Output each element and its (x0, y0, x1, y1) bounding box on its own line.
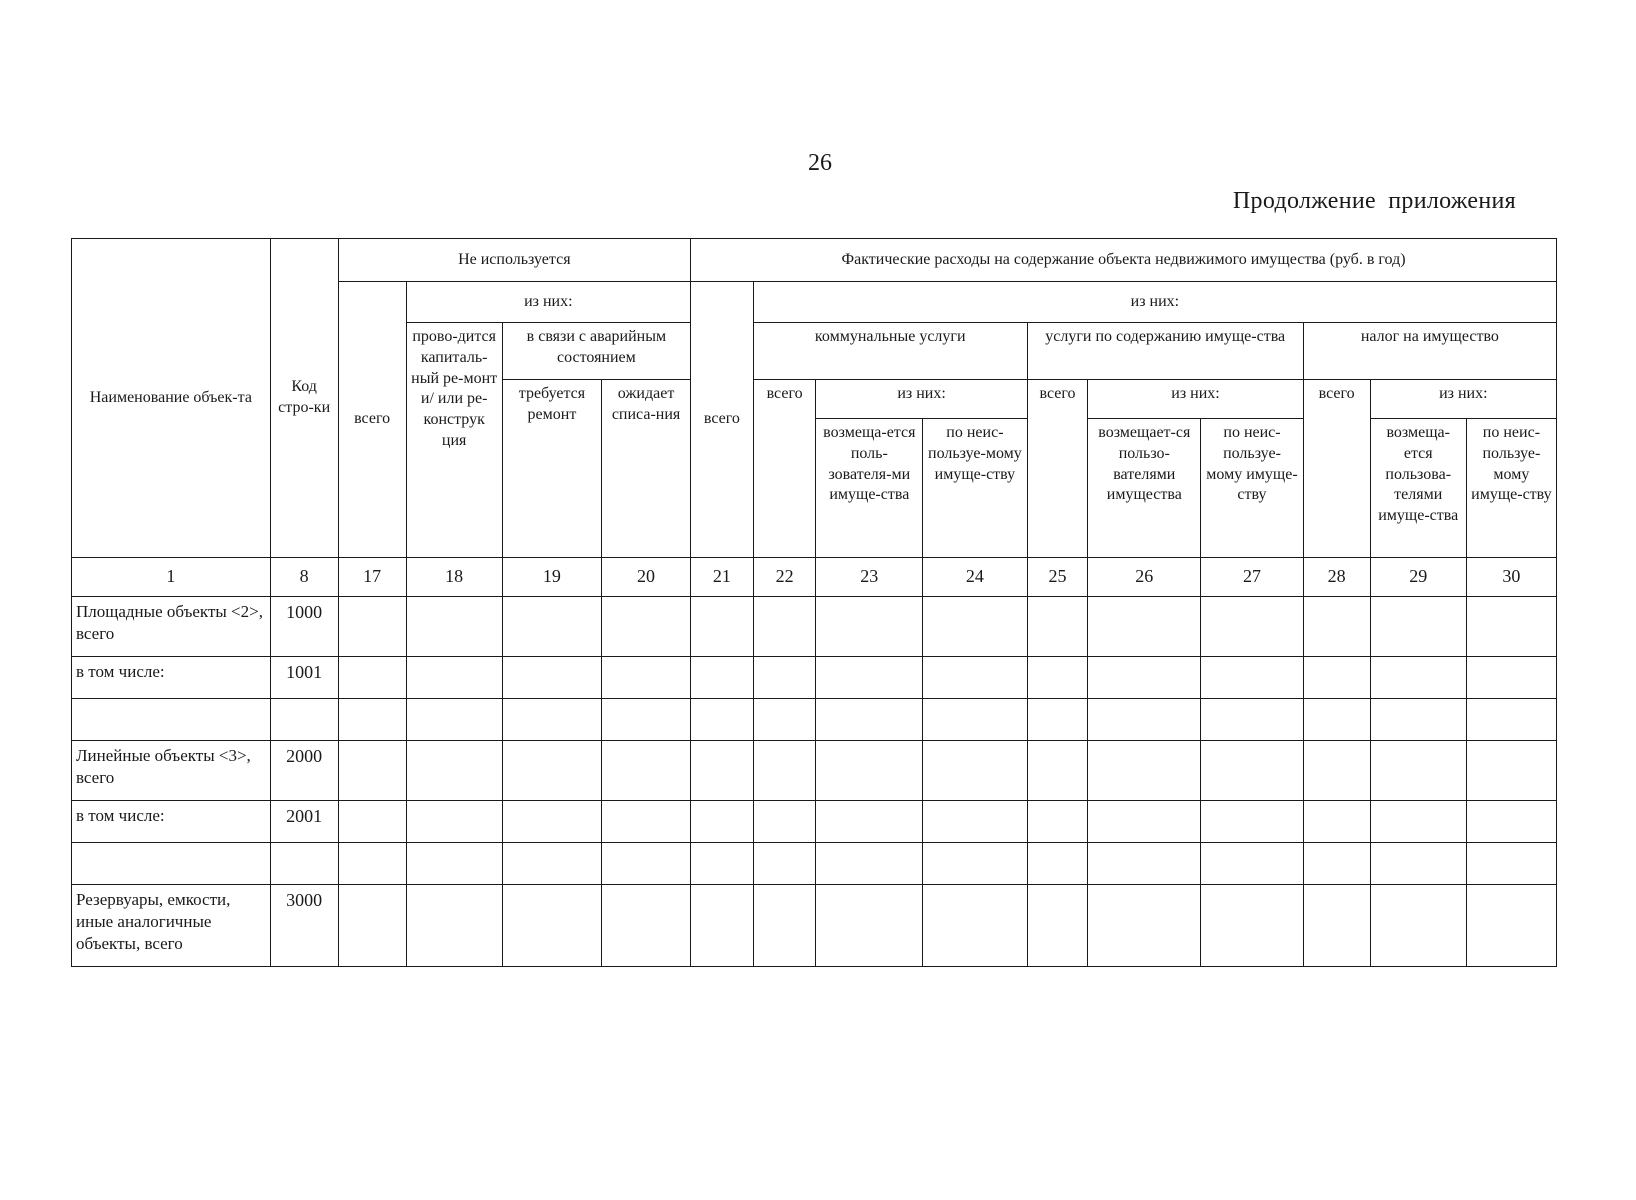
empty-cell[interactable] (1088, 597, 1201, 657)
table-row (72, 843, 1557, 885)
empty-cell[interactable] (691, 699, 754, 741)
empty-cell[interactable] (406, 597, 502, 657)
header-tax-total: всего (1303, 380, 1370, 558)
header-row-code: Код стро-ки (270, 239, 338, 558)
header-expenses-total: всего (691, 282, 754, 558)
table-row (72, 597, 1557, 657)
column-number: 27 (1201, 558, 1303, 597)
empty-cell[interactable] (1303, 885, 1370, 967)
header-tax-reimbursed: возмеща-ется пользова-телями имуще-ства (1370, 419, 1466, 558)
empty-cell[interactable] (1201, 843, 1303, 885)
empty-cell[interactable] (502, 597, 601, 657)
empty-cell[interactable] (691, 597, 754, 657)
row-object-name: в том числе: (72, 657, 271, 699)
empty-cell[interactable] (691, 741, 754, 801)
empty-cell[interactable] (338, 885, 406, 967)
empty-cell[interactable] (753, 597, 816, 657)
empty-cell[interactable] (338, 843, 406, 885)
empty-cell[interactable] (1201, 801, 1303, 843)
header-maintenance-reimbursed: возмещает-ся пользо-вателями имущества (1088, 419, 1201, 558)
row-code (270, 699, 338, 741)
empty-cell[interactable] (753, 801, 816, 843)
header-expenses-of-them: из них: (753, 282, 1556, 323)
header-emergency: в связи с аварийным состоянием (502, 323, 690, 380)
header-maintenance-services: услуги по содержанию имуще-ства (1027, 323, 1303, 380)
header-object-name: Наименование объек-та (72, 239, 271, 558)
column-number: 8 (270, 558, 338, 597)
column-number: 23 (816, 558, 923, 597)
empty-cell[interactable] (816, 699, 923, 741)
empty-cell[interactable] (338, 741, 406, 801)
empty-cell[interactable] (602, 885, 691, 967)
empty-cell[interactable] (602, 657, 691, 699)
row-object-name (72, 843, 271, 885)
empty-cell[interactable] (406, 801, 502, 843)
empty-cell[interactable] (1303, 801, 1370, 843)
empty-cell[interactable] (502, 801, 601, 843)
empty-cell[interactable] (1303, 699, 1370, 741)
empty-cell[interactable] (816, 843, 923, 885)
row-object-name: в том числе: (72, 801, 271, 843)
empty-cell[interactable] (816, 597, 923, 657)
empty-cell[interactable] (1027, 885, 1088, 967)
header-maintenance-of-them: из них: (1088, 380, 1303, 419)
header-repair-required: требуется ремонт (502, 380, 601, 558)
empty-cell[interactable] (753, 657, 816, 699)
column-number-row (72, 558, 1557, 597)
empty-cell[interactable] (338, 699, 406, 741)
empty-cell[interactable] (923, 801, 1028, 843)
header-not-used: Не используется (338, 239, 690, 282)
empty-cell[interactable] (1027, 597, 1088, 657)
empty-cell[interactable] (1303, 741, 1370, 801)
empty-cell[interactable] (1466, 885, 1556, 967)
empty-cell[interactable] (1201, 699, 1303, 741)
empty-cell[interactable] (502, 885, 601, 967)
empty-cell[interactable] (406, 885, 502, 967)
empty-cell[interactable] (923, 597, 1028, 657)
column-number: 30 (1466, 558, 1556, 597)
empty-cell[interactable] (1370, 657, 1466, 699)
table-body (72, 597, 1557, 967)
empty-cell[interactable] (1370, 597, 1466, 657)
empty-cell[interactable] (923, 843, 1028, 885)
empty-cell[interactable] (1201, 741, 1303, 801)
column-number: 20 (602, 558, 691, 597)
empty-cell[interactable] (1370, 885, 1466, 967)
table-row (72, 699, 1557, 741)
report-table-container (71, 238, 1557, 967)
header-utilities: коммунальные услуги (753, 323, 1027, 380)
empty-cell[interactable] (406, 699, 502, 741)
column-number: 26 (1088, 558, 1201, 597)
empty-cell[interactable] (1027, 657, 1088, 699)
row-code: 1000 (270, 597, 338, 657)
table-row (72, 657, 1557, 699)
empty-cell[interactable] (1027, 741, 1088, 801)
empty-cell[interactable] (602, 699, 691, 741)
empty-cell[interactable] (1201, 657, 1303, 699)
row-code: 3000 (270, 885, 338, 967)
header-awaiting-writeoff: ожидает списа-ния (602, 380, 691, 558)
header-utilities-reimbursed: возмеща-ется поль-зователя-ми имуще-ства (816, 419, 923, 558)
empty-cell[interactable] (502, 699, 601, 741)
empty-cell[interactable] (753, 885, 816, 967)
table-row (72, 741, 1557, 801)
header-maintenance-unused: по неис-пользуе-мому имуще-ству (1201, 419, 1303, 558)
empty-cell[interactable] (338, 657, 406, 699)
empty-cell[interactable] (691, 657, 754, 699)
empty-cell[interactable] (691, 801, 754, 843)
empty-cell[interactable] (1466, 801, 1556, 843)
empty-cell[interactable] (1370, 741, 1466, 801)
row-code (270, 843, 338, 885)
column-number: 29 (1370, 558, 1466, 597)
empty-cell[interactable] (1466, 657, 1556, 699)
row-code: 2001 (270, 801, 338, 843)
empty-cell[interactable] (1088, 657, 1201, 699)
continuation-label: Продолжение приложения (1232, 188, 1516, 214)
header-utilities-total: всего (753, 380, 816, 558)
empty-cell[interactable] (602, 597, 691, 657)
empty-cell[interactable] (502, 741, 601, 801)
empty-cell[interactable] (1466, 699, 1556, 741)
empty-cell[interactable] (1466, 597, 1556, 657)
column-number: 18 (406, 558, 502, 597)
header-actual-expenses: Фактические расходы на содержание объекта недвижимого имущества (руб. в год) (691, 239, 1557, 282)
empty-cell[interactable] (816, 741, 923, 801)
empty-cell[interactable] (1303, 843, 1370, 885)
empty-cell[interactable] (691, 843, 754, 885)
empty-cell[interactable] (1088, 843, 1201, 885)
column-number: 22 (753, 558, 816, 597)
empty-cell[interactable] (338, 597, 406, 657)
empty-cell[interactable] (923, 699, 1028, 741)
header-maintenance-total: всего (1027, 380, 1088, 558)
empty-cell[interactable] (1201, 597, 1303, 657)
empty-cell[interactable] (816, 657, 923, 699)
header-tax-of-them: из них: (1370, 380, 1556, 419)
row-object-name: Резервуары, емкости, иные аналогичные объекты, всего (72, 885, 271, 967)
empty-cell[interactable] (1088, 885, 1201, 967)
column-number: 1 (72, 558, 271, 597)
empty-cell[interactable] (691, 885, 754, 967)
empty-cell[interactable] (923, 885, 1028, 967)
empty-cell[interactable] (1027, 699, 1088, 741)
empty-cell[interactable] (1201, 885, 1303, 967)
empty-cell[interactable] (1088, 741, 1201, 801)
empty-cell[interactable] (1303, 657, 1370, 699)
empty-cell[interactable] (1370, 801, 1466, 843)
empty-cell[interactable] (1370, 843, 1466, 885)
empty-cell[interactable] (1370, 699, 1466, 741)
row-object-name: Площадные объекты <2>, всего (72, 597, 271, 657)
empty-cell[interactable] (753, 741, 816, 801)
empty-cell[interactable] (602, 801, 691, 843)
header-property-tax: налог на имущество (1303, 323, 1556, 380)
row-code: 1001 (270, 657, 338, 699)
empty-cell[interactable] (1027, 843, 1088, 885)
empty-cell[interactable] (338, 801, 406, 843)
column-number: 28 (1303, 558, 1370, 597)
header-not-used-total: всего (338, 282, 406, 558)
empty-cell[interactable] (753, 843, 816, 885)
empty-cell[interactable] (1466, 741, 1556, 801)
page-number: 26 (808, 150, 832, 176)
column-number: 25 (1027, 558, 1088, 597)
header-utilities-of-them: из них: (816, 380, 1027, 419)
report-table (71, 238, 1557, 967)
empty-cell[interactable] (816, 885, 923, 967)
empty-cell[interactable] (406, 657, 502, 699)
empty-cell[interactable] (1303, 597, 1370, 657)
empty-cell[interactable] (502, 657, 601, 699)
row-code: 2000 (270, 741, 338, 801)
empty-cell[interactable] (1088, 699, 1201, 741)
row-object-name: Линейные объекты <3>, всего (72, 741, 271, 801)
empty-cell[interactable] (1088, 801, 1201, 843)
column-number: 17 (338, 558, 406, 597)
empty-cell[interactable] (923, 741, 1028, 801)
empty-cell[interactable] (753, 699, 816, 741)
header-capital-repair: прово-дится капиталь-ный ре-монт и/ или ре-конструк ция (406, 323, 502, 558)
column-number: 24 (923, 558, 1028, 597)
empty-cell[interactable] (1027, 801, 1088, 843)
column-number: 19 (502, 558, 601, 597)
column-number: 21 (691, 558, 754, 597)
empty-cell[interactable] (502, 843, 601, 885)
empty-cell[interactable] (923, 657, 1028, 699)
header-utilities-unused: по неис-пользуе-мому имуще-ству (923, 419, 1028, 558)
table-row (72, 885, 1557, 967)
table-row (72, 801, 1557, 843)
header-not-used-of-them: из них: (406, 282, 690, 323)
empty-cell[interactable] (1466, 843, 1556, 885)
empty-cell[interactable] (406, 843, 502, 885)
empty-cell[interactable] (602, 741, 691, 801)
empty-cell[interactable] (816, 801, 923, 843)
empty-cell[interactable] (602, 843, 691, 885)
empty-cell[interactable] (406, 741, 502, 801)
header-tax-unused: по неис-пользуе-мому имуще-ству (1466, 419, 1556, 558)
row-object-name (72, 699, 271, 741)
